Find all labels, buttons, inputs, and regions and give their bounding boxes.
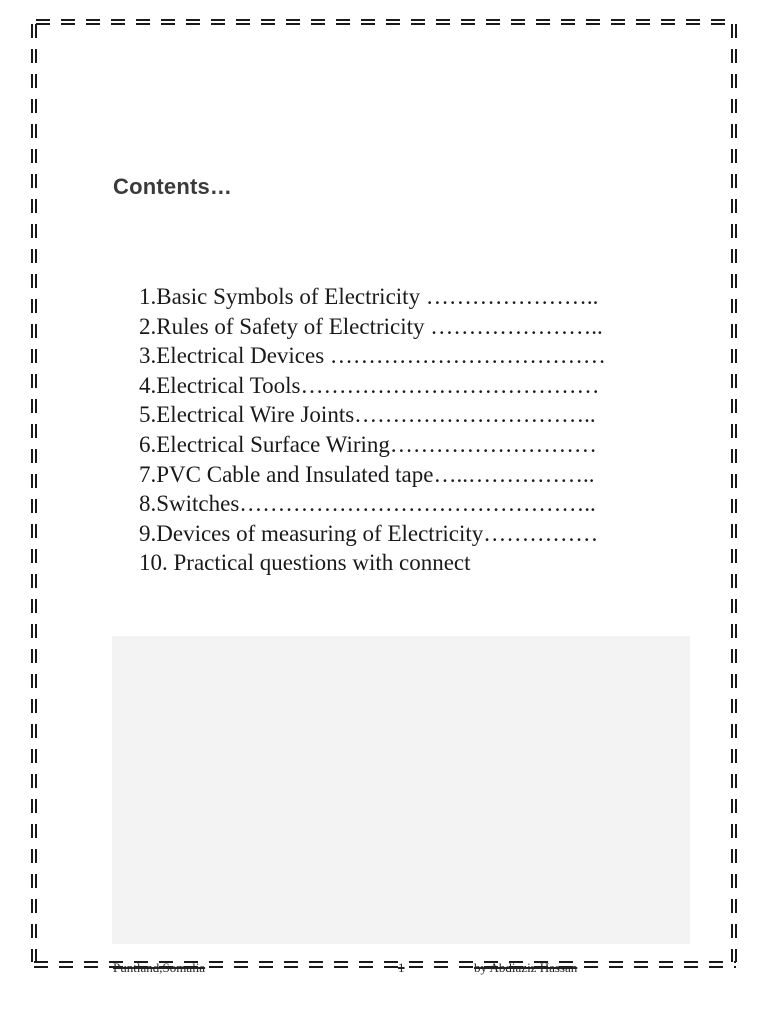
contents-heading: Contents…	[113, 174, 233, 199]
toc-item-text: Electrical Wire Joints…………………………..	[156, 402, 596, 428]
footer-page-number: 1	[398, 960, 405, 975]
toc-item-text: Practical questions with connect	[167, 550, 471, 576]
toc-item-number: 7.	[139, 461, 157, 487]
toc-item-text: Switches………………………………………..	[156, 491, 596, 517]
toc-item	[139, 430, 606, 460]
toc-item	[139, 460, 606, 490]
toc-item-text: Basic Symbols of Electricity …………………..	[156, 284, 599, 309]
toc-item-text: Electrical Tools…………………………………	[156, 372, 600, 398]
toc-item-number: 3.	[139, 343, 157, 369]
toc-item-text: Rules of Safety of Electricity …………………..	[156, 313, 603, 339]
toc-item-number: 8.	[139, 491, 157, 517]
footer-author: by Abdiaziz Hassan	[474, 960, 578, 975]
toc-item	[139, 282, 606, 312]
toc-item-number: 6.	[139, 431, 157, 457]
toc-item-number: 9.	[139, 520, 157, 546]
toc-item-text: Devices of measuring of Electricity……………	[156, 520, 599, 546]
toc-item	[139, 341, 606, 371]
toc-item-number: 5.	[139, 402, 157, 428]
blank-image-placeholder	[112, 636, 690, 944]
toc-item-text: Electrical Devices ………………………………	[156, 343, 606, 369]
toc-item-number: 4.	[139, 372, 157, 398]
toc-item	[139, 489, 606, 519]
toc-item	[139, 548, 606, 578]
toc-item	[139, 519, 606, 549]
toc-item	[139, 371, 606, 401]
toc-item-number: 10.	[139, 550, 168, 576]
toc-item-text: PVC Cable and Insulated tape…..……………..	[156, 461, 595, 487]
toc-item	[139, 400, 606, 430]
toc-item-text: Electrical Surface Wiring………………………	[156, 431, 597, 457]
footer-location: Puntland,Somalia	[113, 960, 206, 975]
table-of-contents	[139, 282, 606, 578]
toc-item-number: 1.	[139, 284, 157, 309]
toc-item	[139, 312, 606, 342]
toc-item-number: 2.	[139, 313, 157, 339]
